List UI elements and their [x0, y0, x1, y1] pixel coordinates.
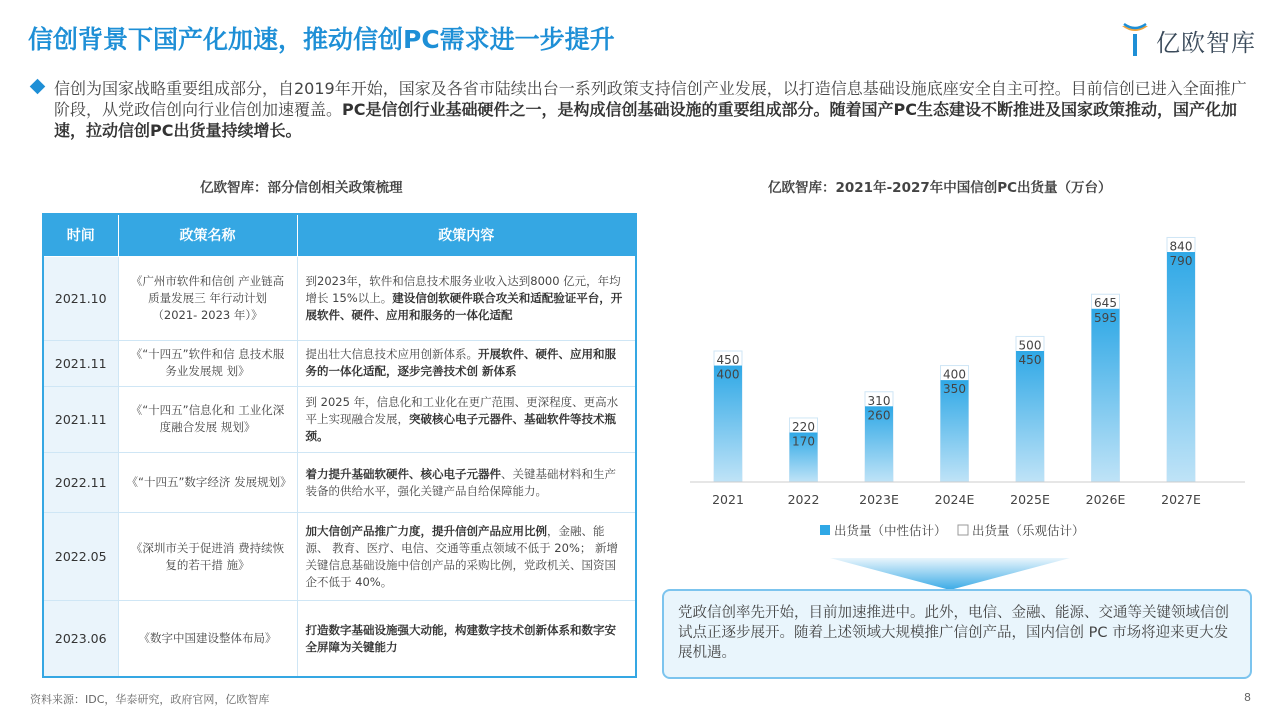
data-label-neutral-2021: 400: [716, 367, 740, 382]
table-row: [43, 340, 636, 386]
bar-neutral-2026E: [1092, 309, 1120, 482]
data-label-optimistic-2027E: 840: [1169, 239, 1193, 254]
row-date: 2021.11: [43, 386, 118, 452]
x-tick-label-2024E: 2024E: [934, 492, 975, 507]
content-bold: 打造数字基础设施强大动能，构建数字技术创新体系和数字安全屏障为关键能力: [305, 622, 616, 654]
data-label-neutral-2027E: 790: [1169, 254, 1193, 269]
x-tick-label-2027E: 2027E: [1161, 492, 1201, 507]
data-label-optimistic-2023E: 310: [867, 393, 891, 408]
legend-label-neutral: 出货量（中性估计）: [834, 523, 947, 538]
row-date: 2023.06: [43, 601, 118, 677]
table-header-row: [43, 214, 636, 256]
row-policy-name: 《“十四五”软件和信 息技术服务业发展规 划》: [118, 340, 297, 386]
x-tick-label-2022: 2022: [787, 492, 820, 507]
content-bold: 开展软件、硬件、应用和服务的一体化适配，逐步完善技术创 新体系: [305, 347, 616, 379]
table-row: [43, 452, 636, 512]
bar-neutral-2027E: [1167, 252, 1195, 482]
header-content: 政策内容: [297, 214, 636, 256]
table-row: [43, 256, 636, 340]
page-number: 8: [1244, 691, 1251, 704]
chart-bars: [714, 237, 1195, 482]
data-label-neutral-2026E: 595: [1094, 310, 1117, 325]
data-label-optimistic-2021: 450: [716, 353, 740, 367]
shipment-bar-chart: [680, 210, 1270, 550]
content-bold: 突破核心电子元器件、基础软件等技术瓶颈。: [305, 411, 616, 443]
bar-neutral-2025E: [1016, 351, 1044, 482]
row-policy-content: [297, 340, 636, 386]
funnel-pointer-icon: [830, 558, 1070, 592]
data-label-optimistic-2022: 220: [792, 419, 815, 434]
row-policy-name: 《广州市软件和信创 产业链高质量发展三 年行动计划（2021- 2023 年）》: [118, 256, 297, 340]
bar-neutral-2021: [714, 366, 742, 482]
content-text: 到2023年，软件和信息技术服务业收入达到8000 亿元，年均增长 15%以上。: [305, 273, 621, 305]
x-axis-labels: [712, 492, 1201, 507]
table-row: [43, 386, 636, 452]
row-policy-content: [297, 513, 636, 601]
row-policy-name: 《“十四五”信息化和 工业化深度融合发展 规划》: [118, 386, 297, 452]
x-tick-label-2021: 2021: [712, 492, 744, 507]
row-policy-name: 《深圳市关于促进消 费持续恢复的若干措 施》: [118, 513, 297, 601]
data-label-optimistic-2024E: 400: [943, 367, 966, 382]
note-box: 党政信创率先开始，目前加速推进中。此外，电信、金融、能源、交通等关键领域信创试点正逐步展开。随着上述领域大规模推广信创产品，国内信创 PC 市场将迎来更大发展机遇。: [662, 589, 1252, 679]
content-tail: 、关键基础材料和生产装备的供给水平，强化关键产品自给保障能力。: [305, 466, 616, 498]
data-label-optimistic-2025E: 500: [1018, 338, 1042, 353]
x-tick-label-2023E: 2023E: [859, 492, 899, 507]
legend-label-optimistic: 出货量（乐观估计）: [972, 523, 1085, 538]
header-name: 政策名称: [118, 214, 297, 256]
data-label-neutral-2025E: 450: [1018, 353, 1042, 367]
chart-title: 亿欧智库：2021年-2027年中国信创PC出货量（万台）: [768, 180, 1112, 196]
content-bold: 着力提升基础软硬件、核心电子元器件: [305, 466, 501, 481]
row-policy-name: 《“十四五”数字经济 发展规划》: [118, 452, 297, 512]
legend-swatch-optimistic: [958, 525, 968, 535]
policy-table: [42, 213, 637, 678]
legend-swatch-neutral: [820, 525, 830, 535]
source-note: 资料来源：IDC，华泰研究，政府官网，亿欧智库: [30, 693, 270, 706]
row-policy-content: [297, 386, 636, 452]
row-date: 2022.05: [43, 513, 118, 601]
content-bold: 建设信创软硬件联合攻关和适配验证平台，开展软件、硬件、应用和服务的一体化适配: [305, 290, 623, 322]
row-policy-name: 《数字中国建设整体布局》: [118, 601, 297, 677]
row-date: 2021.11: [43, 340, 118, 386]
logo-icon: [1120, 22, 1150, 58]
bar-group-2024E: [941, 366, 969, 482]
logo: [1120, 20, 1260, 60]
intro-paragraph: [32, 78, 1247, 141]
content-bold: 加大信创产品推广力度，提升信创产品应用比例: [305, 523, 547, 538]
row-policy-content: [297, 601, 636, 677]
row-date: 2022.11: [43, 452, 118, 512]
content-text: 提出壮大信息技术应用创新体系。: [305, 347, 478, 362]
intro-text: 信创为国家战略重要组成部分，自2019年开始，国家及各省市陆续出台一系列政策支持信创产业发展，以打造信息基础设施底座安全自主可控。目前信创已进入全面推广阶段，从党政信创向行业信创加速覆盖。: [54, 79, 1247, 119]
data-label-neutral-2024E: 350: [943, 382, 966, 397]
data-label-neutral-2022: 170: [792, 434, 815, 449]
chart-legend: [820, 523, 1085, 538]
row-date: 2021.10: [43, 256, 118, 340]
content-text: 到 2025 年，信息化和工业化在更广范围、更深程度、更高水平上实现融合发展，: [305, 394, 619, 426]
table-row: [43, 601, 636, 677]
data-label-neutral-2023E: 260: [867, 408, 891, 423]
page-title: 信创背景下国产化加速，推动信创PC需求进一步提升: [28, 25, 615, 54]
bar-group-2021: [714, 351, 742, 482]
bar-group-2027E: [1167, 237, 1195, 482]
content-tail: ，金融、能源、 教育、医疗、电信、交通等重点领域不低于 20%； 新增关键信息基础设施中信创产品的采购比例，党政机关、国资国企不低于 40%。: [305, 523, 619, 589]
header-date: 时间: [43, 214, 118, 256]
data-label-optimistic-2026E: 645: [1094, 296, 1117, 311]
bar-group-2025E: [1016, 336, 1044, 482]
row-policy-content: [297, 452, 636, 512]
table-row: [43, 513, 636, 601]
row-policy-content: [297, 256, 636, 340]
bar-group-2022: [790, 418, 818, 482]
bar-group-2026E: [1092, 294, 1120, 482]
x-tick-label-2026E: 2026E: [1085, 492, 1126, 507]
bar-group-2023E: [865, 392, 893, 482]
table-title: 亿欧智库：部分信创相关政策梳理: [200, 180, 403, 196]
intro-bold-text: PC是信创行业基础硬件之一，是构成信创基础设施的重要组成部分。随着国产PC生态建设不断推进及国家政策推动，国产化加速，拉动信创PC出货量持续增长。: [54, 100, 1237, 140]
logo-text: 亿欧智库: [1156, 28, 1256, 57]
x-tick-label-2025E: 2025E: [1010, 492, 1050, 507]
